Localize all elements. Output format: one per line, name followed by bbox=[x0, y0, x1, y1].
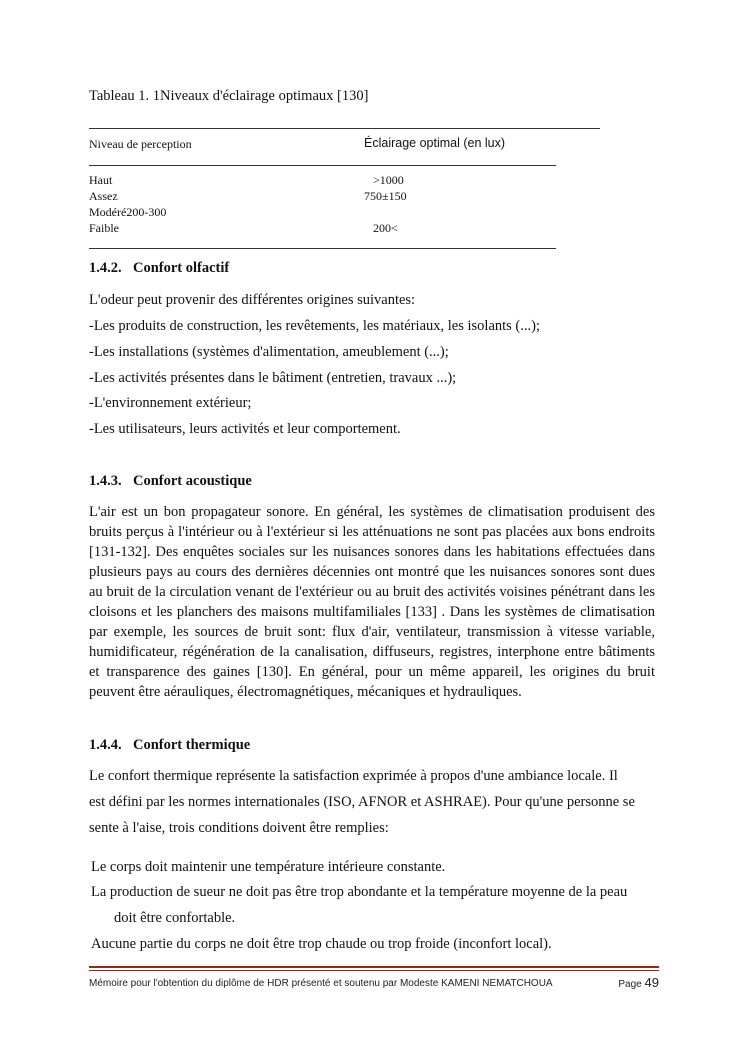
table-cell-level: Modéré200-300 bbox=[89, 205, 167, 219]
footer-text: Mémoire pour l'obtention du diplôme de HDR présenté et soutenu par Modeste KAMENI NEMATCHOUA bbox=[89, 978, 553, 989]
condition-item: Aucune partie du corps ne doit être trop chaude ou trop froide (inconfort local). bbox=[91, 936, 552, 952]
table-top-rule bbox=[89, 128, 600, 129]
page-label: Page bbox=[618, 979, 642, 990]
table-cell-level: Faible bbox=[89, 221, 119, 235]
olfactif-item: -Les produits de construction, les revêtements, les matériaux, les isolants (...); bbox=[89, 318, 540, 334]
table-caption: Tableau 1. 1Niveaux d'éclairage optimaux [130] bbox=[89, 88, 369, 104]
section-title: Confort acoustique bbox=[133, 473, 252, 489]
footer-rule bbox=[89, 966, 659, 968]
acoustique-paragraph: L'air est un bon propagateur sonore. En général, les systèmes de climatisation produisent des bruits perçus à l'intérieur ou à l'extérieur si les atténuations ne sont pas placées aux bons endroits [131-132]. Des enquêtes sociales sur les nuisances sonores dans les habitations effectuées dans plusieurs pays au cours des dernières décennies ont montré que les nuisances sonores sont dues au bruit de la circulation venant de l'extérieur ou au bruit des activités voisines pénétrant dans les cloisons et les planchers des maisons multifamiliales [133] . Dans les systèmes de climatisation par exemple, les sources de bruit sont: flux d'air, ventilateur, transmission à vitesse variable, humidificateur, régénération de la canalisation, diffuseurs, registres, interphone entre bâtiments et transparence des gaines [130]. En général, pour un même appareil, les origines du bruit peuvent être aérauliques, électromagnétiques, mécaniques et hydrauliques. bbox=[89, 504, 655, 700]
page-number: 49 bbox=[644, 975, 659, 990]
section-title: Confort olfactif bbox=[133, 260, 230, 276]
section-number: 1.4.2. bbox=[89, 260, 122, 276]
olfactif-item: -Les installations (systèmes d'alimentation, ameublement (...); bbox=[89, 344, 449, 360]
section-heading-thermique bbox=[89, 737, 250, 754]
table-cell-level: Assez bbox=[89, 189, 118, 203]
olfactif-intro: L'odeur peut provenir des différentes origines suivantes: bbox=[89, 292, 416, 308]
condition-item: La production de sueur ne doit pas être trop abondante et la température moyenne de la peau bbox=[91, 884, 628, 900]
table-cell-lux: 750±150 bbox=[364, 189, 407, 203]
thermique-line: est défini par les normes internationales (ISO, AFNOR et ASHRAE). Pour qu'une personne se bbox=[89, 794, 635, 810]
olfactif-item: -Les utilisateurs, leurs activités et leur comportement. bbox=[89, 421, 401, 437]
table-header-level: Niveau de perception bbox=[89, 137, 192, 151]
page-footer bbox=[89, 975, 659, 990]
section-number: 1.4.4. bbox=[89, 737, 122, 753]
section-number: 1.4.3. bbox=[89, 473, 122, 489]
olfactif-item: -Les activités présentes dans le bâtiment (entretien, travaux ...); bbox=[89, 370, 457, 386]
table-header-rule bbox=[89, 165, 556, 166]
thermique-line: Le confort thermique représente la satisfaction exprimée à propos d'une ambiance locale. Il bbox=[89, 768, 618, 784]
section-heading-acoustique bbox=[89, 473, 252, 490]
table-header-lux: Éclairage optimal (en lux) bbox=[364, 136, 506, 150]
table-bottom-rule bbox=[89, 248, 556, 249]
page-number-block bbox=[618, 975, 659, 990]
thermique-line: sente à l'aise, trois conditions doivent être remplies: bbox=[89, 820, 389, 836]
condition-item: Le corps doit maintenir une température intérieure constante. bbox=[91, 859, 446, 875]
section-title: Confort thermique bbox=[133, 737, 251, 753]
table-cell-lux: >1000 bbox=[373, 173, 404, 187]
footer-rule bbox=[89, 970, 659, 971]
table-cell-lux: 200< bbox=[373, 221, 398, 235]
section-heading-olfactif bbox=[89, 260, 229, 277]
table-cell-level: Haut bbox=[89, 173, 113, 187]
condition-item: doit être confortable. bbox=[114, 910, 236, 926]
olfactif-item: -L'environnement extérieur; bbox=[89, 395, 252, 411]
